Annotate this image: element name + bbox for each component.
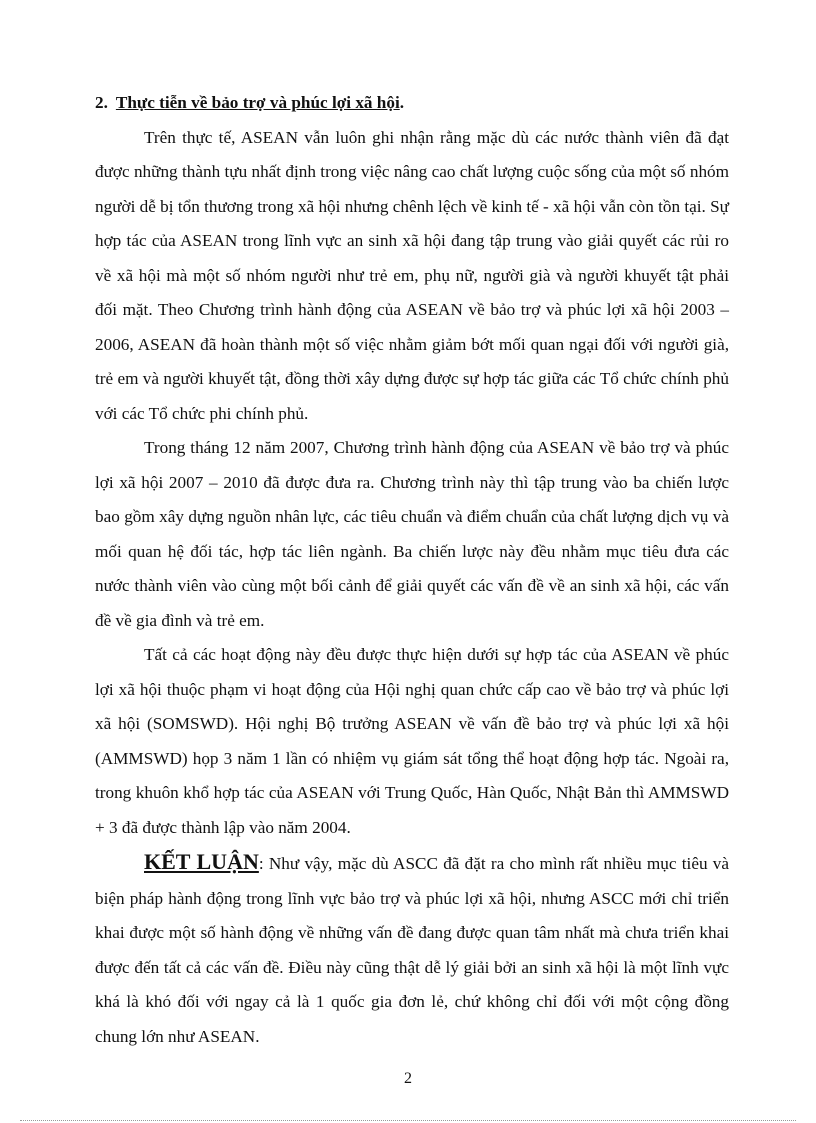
section-heading <box>95 86 729 121</box>
page-number: 2 <box>404 1070 412 1087</box>
conclusion-paragraph <box>95 845 729 1054</box>
conclusion-separator: : <box>258 854 269 873</box>
paragraph-3: Tất cả các hoạt động này đều được thực hiện dưới sự hợp tác của ASEAN về phúc lợi xã hội thuộc phạm vi hoạt động của Hội nghị quan chức cấp cao về bảo trợ và phúc lợi xã hội (SOMSWD). Hội nghị Bộ trưởng ASEAN về vấn đề bảo trợ và phúc lợi xã hội (AMMSWD) họp 3 năm 1 lần có nhiệm vụ giám sát tổng thể hoạt động hợp tác. Ngoài ra, trong khuôn khổ hợp tác của ASEAN với Trung Quốc, Hàn Quốc, Nhật Bản thì AMMSWD + 3 đã được thành lập vào năm 2004. <box>95 645 729 837</box>
paragraph-1: Trên thực tế, ASEAN vẫn luôn ghi nhận rằng mặc dù các nước thành viên đã đạt được những thành tựu nhất định trong việc nâng cao chất lượng cuộc sống của một số nhóm người dễ bị tổn thương trong xã hội nhưng chênh lệch về kinh tế - xã hội vẫn còn tồn tại. Sự hợp tác của ASEAN trong lĩnh vực an sinh xã hội đang tập trung vào giải quyết các rủi ro về xã hội mà một số nhóm người như trẻ em, phụ nữ, người già và người khuyết tật phải đối mặt. Theo Chương trình hành động của ASEAN về bảo trợ và phúc lợi xã hội 2003 – 2006, ASEAN đã hoàn thành một số việc nhằm giảm bớt mối quan ngại đối với người già, trẻ em và người khuyết tật, đồng thời xây dựng được sự hợp tác giữa các Tổ chức chính phủ với các Tổ chức phi chính phủ. <box>95 127 729 423</box>
section-number: 2. <box>95 93 108 112</box>
conclusion-text: Như vậy, mặc dù ASCC đã đặt ra cho mình rất nhiều mục tiêu và biện pháp hành động trong lĩnh vực bảo trợ và phúc lợi xã hội, nhưng ASCC mới chỉ triển khai được một số hành động về những vấn đề đang được quan tâm nhất mà chưa triển khai được đến tất cả các vấn đề. Điều này cũng thật dễ lý giải bởi an sinh xã hội là một lĩnh vực khá là khó đối với ngay cả là 1 quốc gia đơn lẻ, chứ không chỉ đối với một cộng đồng chung lớn như ASEAN. <box>95 854 730 1046</box>
section-title: Thực tiễn về bảo trợ và phúc lợi xã hội <box>115 93 400 112</box>
page-bottom-divider <box>20 1120 796 1121</box>
section-title-period: . <box>399 93 405 112</box>
conclusion-label: KẾT LUẬN <box>144 849 259 874</box>
paragraph-2: Trong tháng 12 năm 2007, Chương trình hành động của ASEAN về bảo trợ và phúc lợi xã hội 2007 – 2010 đã được đưa ra. Chương trình này thì tập trung vào ba chiến lược bao gồm xây dựng nguồn nhân lực, các tiêu chuẩn và điểm chuẩn của chất lượng dịch vụ và mối quan hệ đối tác, hợp tác liên ngành. Ba chiến lược này đều nhằm mục tiêu đưa các nước thành viên vào cùng một bối cảnh để giải quyết các vấn đề về an sinh xã hội, các vấn đề về gia đình và trẻ em. <box>95 438 729 630</box>
document-body <box>95 86 729 1054</box>
